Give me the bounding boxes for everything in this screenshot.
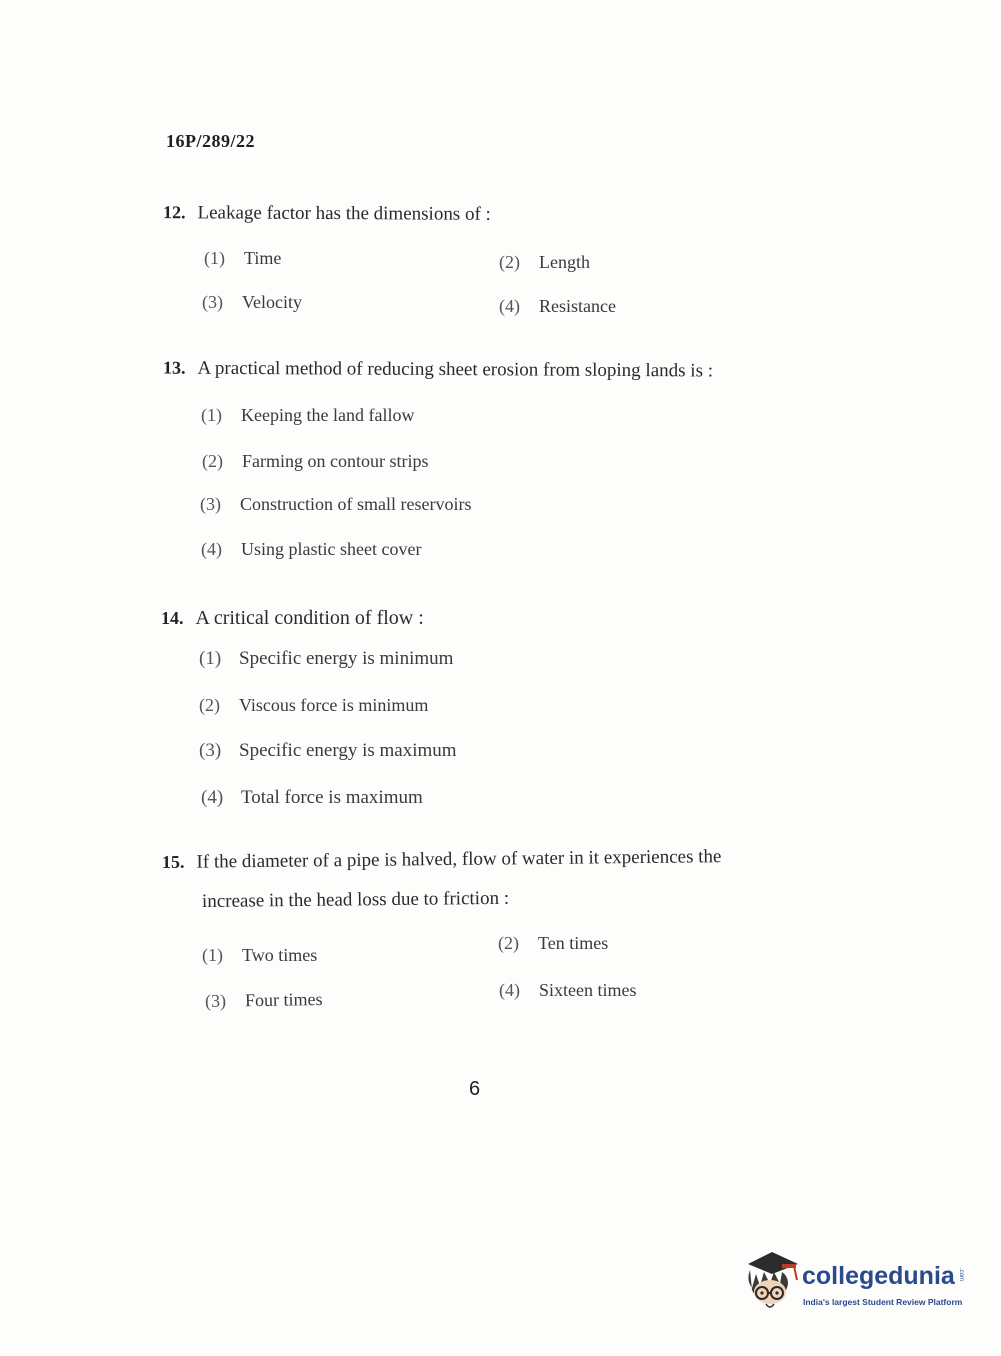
- option-text: Construction of small reservoirs: [240, 494, 472, 514]
- option-12-3: [202, 292, 302, 313]
- option-15-1: [202, 945, 317, 966]
- option-12-2: [499, 252, 590, 273]
- option-text: Resistance: [539, 296, 616, 316]
- paper-code: 16P/289/22: [166, 131, 255, 151]
- option-text: Velocity: [242, 292, 302, 312]
- question-text: A practical method of reducing sheet erosion from sloping lands is :: [197, 357, 714, 382]
- option-number: (4): [499, 980, 520, 1000]
- option-number: (1): [199, 648, 222, 669]
- option-number: (2): [498, 933, 519, 953]
- option-14-2: [199, 695, 428, 716]
- option-text: Sixteen times: [539, 980, 637, 1000]
- option-number: (4): [499, 296, 520, 316]
- option-text: Ten times: [538, 933, 609, 953]
- option-number: (1): [202, 945, 223, 965]
- option-text: Length: [539, 252, 590, 272]
- option-text: Four times: [244, 988, 323, 1011]
- option-14-4: [201, 787, 423, 809]
- option-text: Keeping the land fallow: [241, 405, 415, 425]
- option-12-4: [499, 296, 616, 317]
- option-text: Total force is maximum: [241, 787, 423, 808]
- option-number: (2): [199, 695, 220, 715]
- option-number: (4): [201, 787, 224, 808]
- option-number: (4): [201, 539, 222, 559]
- option-number: (3): [199, 740, 222, 761]
- collegedunia-logo: [742, 1250, 972, 1320]
- logo-wordmark: collegedunia: [802, 1262, 955, 1290]
- option-text: Using plastic sheet cover: [241, 539, 422, 559]
- option-number: (1): [201, 405, 222, 425]
- option-13-2: [202, 451, 429, 472]
- option-number: (2): [202, 451, 223, 471]
- option-text: Specific energy is maximum: [239, 740, 457, 761]
- question-12: [163, 202, 491, 226]
- question-text: Leakage factor has the dimensions of :: [197, 202, 491, 225]
- option-text: Farming on contour strips: [242, 451, 429, 471]
- option-number: (1): [204, 248, 225, 268]
- question-text-line-1: If the diameter of a pipe is halved, flow of water in it experiences the: [196, 846, 722, 873]
- option-number: (2): [499, 252, 520, 272]
- question-14: [161, 607, 424, 630]
- question-number: 14.: [161, 608, 184, 628]
- option-13-4: [201, 539, 421, 560]
- option-13-1: [201, 405, 414, 426]
- question-13: [163, 358, 713, 383]
- option-15-4: [499, 980, 637, 1001]
- option-14-3: [199, 740, 457, 762]
- option-number: (3): [200, 494, 221, 514]
- question-15: [162, 846, 722, 874]
- question-15-continuation: increase in the head loss due to friction :: [201, 887, 510, 912]
- option-15-2: [498, 933, 608, 954]
- logo-suffix: .com: [958, 1268, 964, 1282]
- mascot-icon: [742, 1250, 802, 1312]
- question-number: 15.: [161, 851, 185, 872]
- page-number: 6: [469, 1078, 481, 1100]
- option-13-3: [200, 494, 471, 515]
- option-text: Viscous force is minimum: [239, 695, 429, 715]
- option-text: Time: [244, 248, 282, 268]
- question-number: 13.: [162, 357, 186, 378]
- question-number: 12.: [162, 202, 186, 223]
- option-number: (3): [202, 292, 223, 312]
- option-number: (3): [204, 990, 227, 1011]
- option-text: Specific energy is minimum: [239, 648, 454, 669]
- option-12-1: [204, 248, 281, 269]
- option-text: Two times: [242, 945, 318, 965]
- option-15-3: [205, 989, 323, 1012]
- question-text: A critical condition of flow :: [195, 607, 424, 629]
- logo-tagline: India's largest Student Review Platform: [803, 1297, 963, 1307]
- option-14-1: [199, 648, 453, 670]
